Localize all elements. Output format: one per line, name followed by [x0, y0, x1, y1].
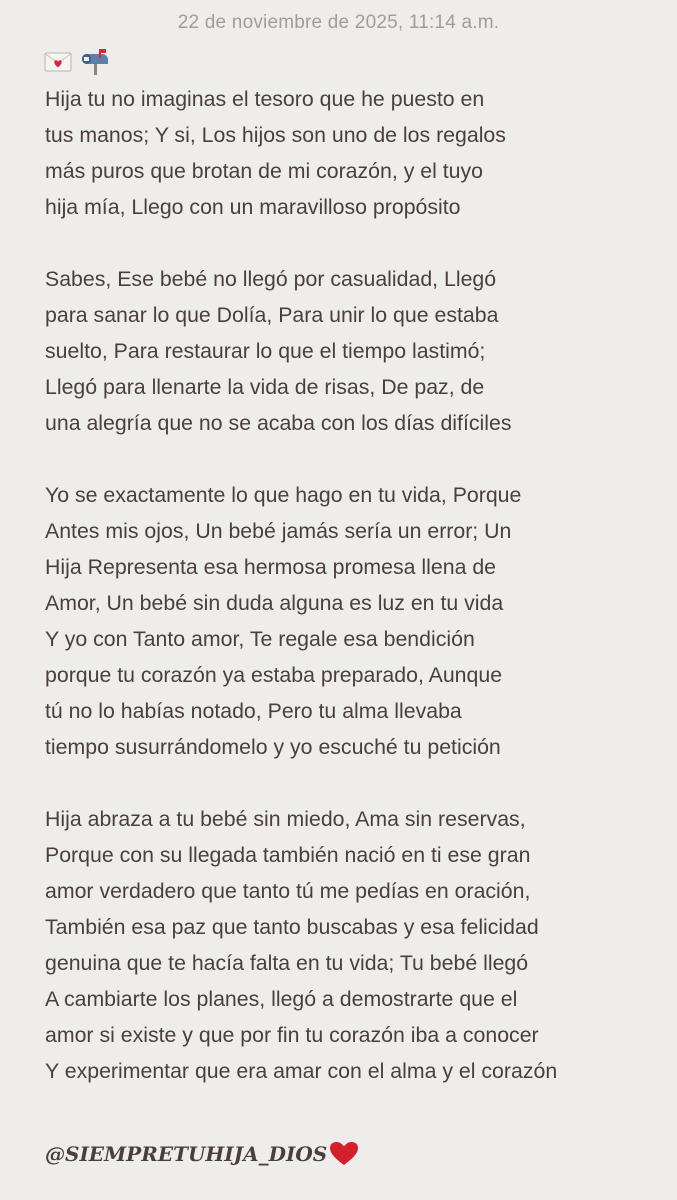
text-line: porque tu corazón ya estaba preparado, Aunque	[45, 663, 503, 687]
text-line: Sabes, Ese bebé no llegó por casualidad, Llegó	[45, 267, 497, 291]
text-line: Llegó para llenarte la vida de risas, De paz, de	[45, 375, 485, 399]
text-line: tiempo susurrándomelo y yo escuché tu petición	[45, 735, 501, 759]
text-line: tus manos; Y si, Los hijos son uno de los regalos	[45, 123, 506, 147]
message-body	[45, 81, 665, 1125]
text-line: Hija Representa esa hermosa promesa llena de	[45, 555, 497, 579]
text-line: Hija abraza a tu bebé sin miedo, Ama sin reservas,	[45, 807, 526, 831]
note-timestamp: 22 de noviembre de 2025, 11:14 a.m.	[177, 12, 500, 33]
text-line: Amor, Un bebé sin duda alguna es luz en tu vida	[45, 591, 504, 615]
emoji-row	[44, 48, 110, 76]
signature	[45, 1136, 359, 1172]
text-line: amor si existe y que por fin tu corazón iba a conocer	[45, 1023, 539, 1047]
paragraph	[45, 477, 665, 765]
text-line: Porque con su llegada también nació en ti ese gran	[45, 843, 531, 867]
text-line: hija mía, Llego con un maravilloso propósito	[45, 195, 461, 219]
text-line: Yo se exactamente lo que hago en tu vida, Porque	[45, 483, 522, 507]
text-line: Y experimentar que era amar con el alma y el corazón	[45, 1059, 558, 1083]
text-line: más puros que brotan de mi corazón, y el tuyo	[45, 159, 484, 183]
paragraph	[45, 801, 665, 1089]
paragraph	[45, 261, 665, 441]
text-line: tú no lo habías notado, Pero tu alma llevaba	[45, 699, 462, 723]
text-line: También esa paz que tanto buscabas y esa felicidad	[45, 915, 539, 939]
text-line: genuina que te hacía falta en tu vida; Tu bebé llegó	[45, 951, 529, 975]
text-line: para sanar lo que Dolía, Para unir lo que estaba	[45, 303, 499, 327]
text-line: Antes mis ojos, Un bebé jamás sería un error; Un	[45, 519, 512, 543]
text-line: amor verdadero que tanto tú me pedías en oración,	[45, 879, 531, 903]
text-line: suelto, Para restaurar lo que el tiempo lastimó;	[45, 339, 486, 363]
text-line: Y yo con Tanto amor, Te regale esa bendición	[45, 627, 475, 651]
text-line: A cambiarte los planes, llegó a demostrarte que el	[45, 987, 518, 1011]
red-heart-icon	[329, 1141, 359, 1167]
love-letter-icon	[44, 51, 72, 73]
text-line: una alegría que no se acaba con los días difíciles	[45, 411, 512, 435]
mailbox-icon	[80, 48, 110, 76]
text-line: Hija tu no imaginas el tesoro que he puesto en	[45, 87, 485, 111]
signature-handle: @SIEMPRETUHIJA_DIOS	[45, 1142, 328, 1166]
paragraph	[45, 81, 665, 225]
